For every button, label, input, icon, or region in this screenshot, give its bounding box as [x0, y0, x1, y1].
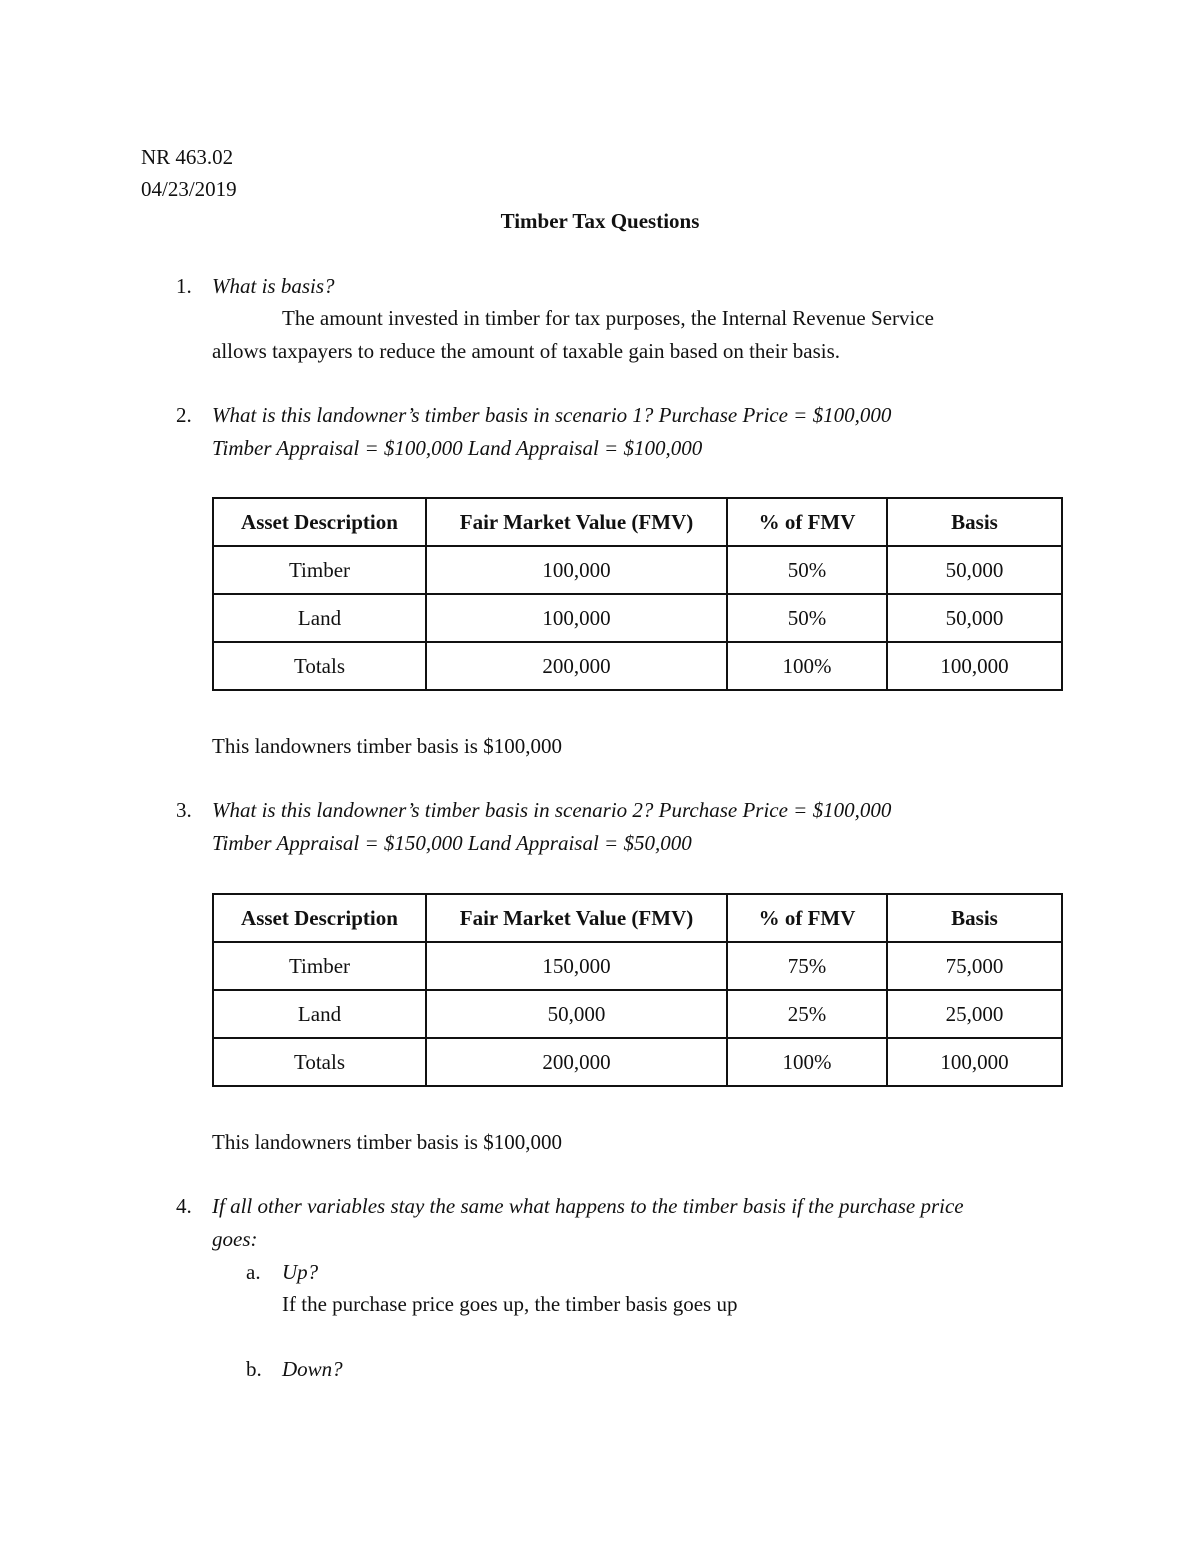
- table-cell: 50%: [727, 546, 887, 594]
- q2-question-line2: Timber Appraisal = $100,000 Land Appraisal = $100,000: [212, 436, 703, 460]
- scenario2-table: [212, 893, 1063, 1087]
- column-header: Fair Market Value (FMV): [426, 498, 727, 546]
- course-code: NR 463.02: [141, 145, 234, 169]
- table-header-row: [213, 498, 1062, 546]
- table-cell: Land: [213, 990, 426, 1038]
- scenario1-table: [212, 497, 1063, 691]
- table-cell: 25%: [727, 990, 887, 1038]
- table-cell: 50,000: [887, 594, 1062, 642]
- q4a-answer: If the purchase price goes up, the timber basis goes up: [282, 1292, 738, 1316]
- q3-question-line1: What is this landowner’s timber basis in scenario 2? Purchase Price = $100,000: [212, 798, 892, 822]
- table-row: [213, 1038, 1062, 1086]
- document-date: 04/23/2019: [141, 177, 237, 201]
- column-header: Basis: [887, 498, 1062, 546]
- document-title: Timber Tax Questions: [500, 209, 700, 233]
- table-cell: Timber: [213, 546, 426, 594]
- table-row: [213, 990, 1062, 1038]
- column-header: Asset Description: [213, 894, 426, 942]
- table-cell: 100,000: [887, 642, 1062, 690]
- table-cell: 50%: [727, 594, 887, 642]
- column-header: Asset Description: [213, 498, 426, 546]
- q3-number: 3.: [176, 798, 192, 822]
- table-cell: 100%: [727, 1038, 887, 1086]
- q1-question: What is basis?: [212, 274, 335, 298]
- table-cell: 200,000: [426, 1038, 727, 1086]
- q4b-letter: b.: [246, 1357, 262, 1381]
- table-cell: 150,000: [426, 942, 727, 990]
- table-cell: 200,000: [426, 642, 727, 690]
- table-row: [213, 642, 1062, 690]
- q4-question-line2: goes:: [212, 1227, 258, 1251]
- table-row: [213, 594, 1062, 642]
- q1-answer-line1: The amount invested in timber for tax purposes, the Internal Revenue Service: [282, 306, 934, 330]
- q2-number: 2.: [176, 403, 192, 427]
- q2-question-line1: What is this landowner’s timber basis in scenario 1? Purchase Price = $100,000: [212, 403, 892, 427]
- column-header: Fair Market Value (FMV): [426, 894, 727, 942]
- q3-question-line2: Timber Appraisal = $150,000 Land Appraisal = $50,000: [212, 831, 692, 855]
- column-header: % of FMV: [727, 894, 887, 942]
- q3-conclusion: This landowners timber basis is $100,000: [212, 1130, 562, 1154]
- q4b-question: Down?: [282, 1357, 343, 1381]
- q4-question-line1: If all other variables stay the same what happens to the timber basis if the purchase price: [212, 1194, 964, 1218]
- table-cell: 100,000: [426, 546, 727, 594]
- table-row: [213, 546, 1062, 594]
- table-cell: 100,000: [887, 1038, 1062, 1086]
- q4-number: 4.: [176, 1194, 192, 1218]
- table-cell: Totals: [213, 1038, 426, 1086]
- table-cell: Timber: [213, 942, 426, 990]
- table-cell: 50,000: [887, 546, 1062, 594]
- q4a-letter: a.: [246, 1260, 261, 1284]
- q4a-question: Up?: [282, 1260, 319, 1284]
- table-cell: 75,000: [887, 942, 1062, 990]
- table-cell: 75%: [727, 942, 887, 990]
- table-row: [213, 942, 1062, 990]
- q1-number: 1.: [176, 274, 192, 298]
- table-cell: Land: [213, 594, 426, 642]
- q2-conclusion: This landowners timber basis is $100,000: [212, 734, 562, 758]
- table-cell: Totals: [213, 642, 426, 690]
- column-header: % of FMV: [727, 498, 887, 546]
- column-header: Basis: [887, 894, 1062, 942]
- table-cell: 50,000: [426, 990, 727, 1038]
- table-header-row: [213, 894, 1062, 942]
- table-cell: 25,000: [887, 990, 1062, 1038]
- table-cell: 100,000: [426, 594, 727, 642]
- q1-answer-line2: allows taxpayers to reduce the amount of taxable gain based on their basis.: [212, 339, 841, 363]
- table-cell: 100%: [727, 642, 887, 690]
